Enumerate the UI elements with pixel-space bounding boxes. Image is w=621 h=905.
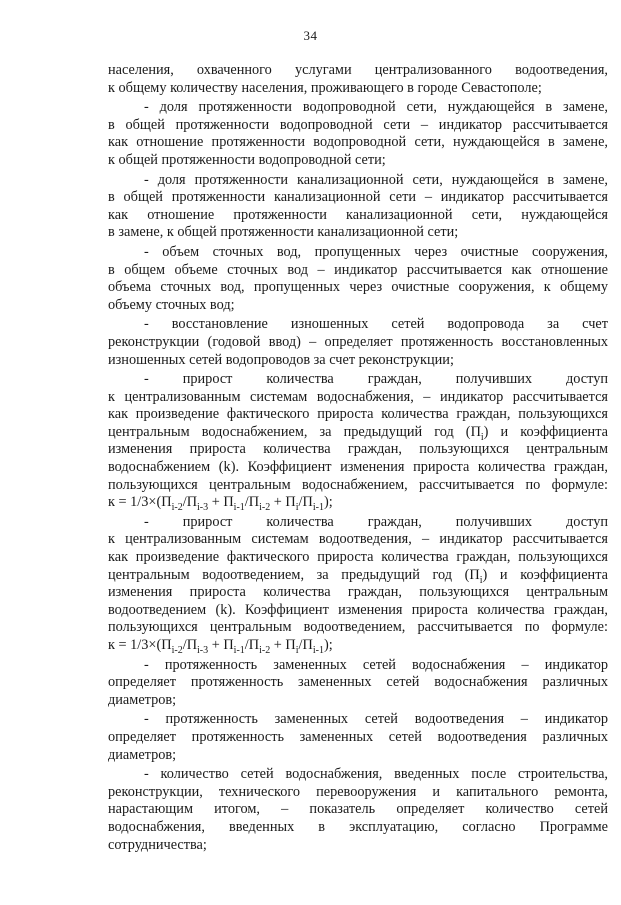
text-line: - доля протяженности водопроводной сети, нуждающейся в замене, bbox=[144, 99, 608, 116]
text-line: - прирост количества граждан, получивших доступ bbox=[144, 371, 608, 388]
text-line: - количество сетей водоснабжения, введенных после строительства, bbox=[144, 766, 608, 783]
page-number: 34 bbox=[303, 28, 318, 43]
text-line: $к = 1/3\times(П_{i-2}/П_{i-3} + П_{i-1}/П_{i-2} + П_i/П_{i-1})$; bbox=[108, 494, 333, 514]
text-line: в общем объеме сточных вод – индикатор рассчитывается как отношение bbox=[108, 261, 608, 278]
text-line: в общей протяженности канализационной сети – индикатор рассчитывается bbox=[108, 189, 608, 206]
text-line: определяет протяженность замененных сетей водоснабжения различных bbox=[108, 674, 608, 691]
text-line: пользующихся центральным водоснабжением, рассчитывается по формуле: bbox=[108, 476, 608, 493]
text-line: к централизованным системам водоотведения, – индикатор рассчитывается bbox=[108, 531, 608, 548]
paragraph bbox=[108, 99, 608, 169]
text-line: - доля протяженности канализационной сети, нуждающейся в замене, bbox=[144, 171, 608, 188]
paragraph bbox=[108, 244, 608, 314]
text-line: реконструкции (годовой ввод) – определяет протяженность восстановленных bbox=[108, 333, 608, 350]
text-line: центральным водоснабжением, за предыдущий год $(П_i)$ и коэффициента bbox=[108, 423, 608, 443]
text-line: изменения прироста количества граждан, пользующихся центральным bbox=[108, 584, 608, 601]
document-body bbox=[108, 62, 608, 856]
paragraph bbox=[108, 766, 608, 854]
text-line: в замене, к общей протяженности канализационной сети; bbox=[108, 224, 459, 241]
text-line: - объем сточных вод, пропущенных через очистные сооружения, bbox=[144, 243, 608, 260]
text-line: водоснабжением (k). Коэффициент изменения прироста количества граждан, bbox=[108, 459, 608, 476]
text-line: к общему количеству населения, проживающего в городе Севастополе; bbox=[108, 79, 542, 96]
paragraph bbox=[108, 62, 608, 97]
text-line: как отношение протяженности водопроводной сети, нуждающейся в замене, bbox=[108, 134, 608, 151]
text-line: объема сточных вод, пропущенных через очистные сооружения, к общему bbox=[108, 279, 608, 296]
paragraph bbox=[108, 316, 608, 369]
paragraph bbox=[108, 514, 608, 655]
text-line: населения, охваченного услугами централизованного водоотведения, bbox=[108, 62, 608, 78]
paragraph bbox=[108, 371, 608, 512]
text-line: - восстановление изношенных сетей водопровода за счет bbox=[144, 316, 608, 333]
text-line: сотрудничества; bbox=[108, 836, 207, 853]
text-line: - прирост количества граждан, получивших доступ bbox=[144, 513, 608, 530]
text-line: водоснабжения, введенных в эксплуатацию, согласно Программе bbox=[108, 818, 608, 835]
text-line: - протяженность замененных сетей водоотведения – индикатор bbox=[144, 711, 608, 728]
text-line: $к = 1/3\times(П_{i-2}/П_{i-3} + П_{i-1}/П_{i-2} + П_i/П_{i-1})$; bbox=[108, 637, 333, 656]
text-line: к централизованным системам водоснабжения, – индикатор рассчитывается bbox=[108, 388, 608, 405]
paragraph bbox=[108, 711, 608, 764]
text-line: к общей протяженности водопроводной сети; bbox=[108, 151, 386, 168]
text-line: диаметров; bbox=[108, 691, 177, 708]
text-line: определяет протяженность замененных сетей водоотведения различных bbox=[108, 728, 608, 745]
text-line: центральным водоотведением, за предыдущий год $(П_i)$ и коэффициента bbox=[108, 566, 608, 586]
text-line: изношенных сетей водопроводов за счет реконструкции; bbox=[108, 351, 454, 368]
text-line: диаметров; bbox=[108, 746, 177, 763]
text-line: - протяженность замененных сетей водоснабжения – индикатор bbox=[144, 656, 608, 673]
paragraph bbox=[108, 657, 608, 710]
text-line: изменения прироста количества граждан, пользующихся центральным bbox=[108, 441, 608, 458]
paragraph bbox=[108, 172, 608, 242]
text-line: как произведение фактического прироста количества граждан, пользующихся bbox=[108, 549, 608, 566]
text-line: нарастающим итогом, – показатель определяет количество сетей bbox=[108, 801, 608, 818]
text-line: в общей протяженности водопроводной сети – индикатор рассчитывается bbox=[108, 116, 608, 133]
text-line: пользующихся центральным водоотведением, рассчитывается по формуле: bbox=[108, 619, 608, 636]
text-line: реконструкции, технического перевооружения и капитального ремонта, bbox=[108, 783, 608, 800]
text-line: как отношение протяженности канализационной сети, нуждающейся bbox=[108, 206, 608, 223]
text-line: объему сточных вод; bbox=[108, 296, 235, 313]
text-line: водоотведением (k). Коэффициент изменения прироста количества граждан, bbox=[108, 601, 608, 618]
text-line: как произведение фактического прироста количества граждан, пользующихся bbox=[108, 406, 608, 423]
